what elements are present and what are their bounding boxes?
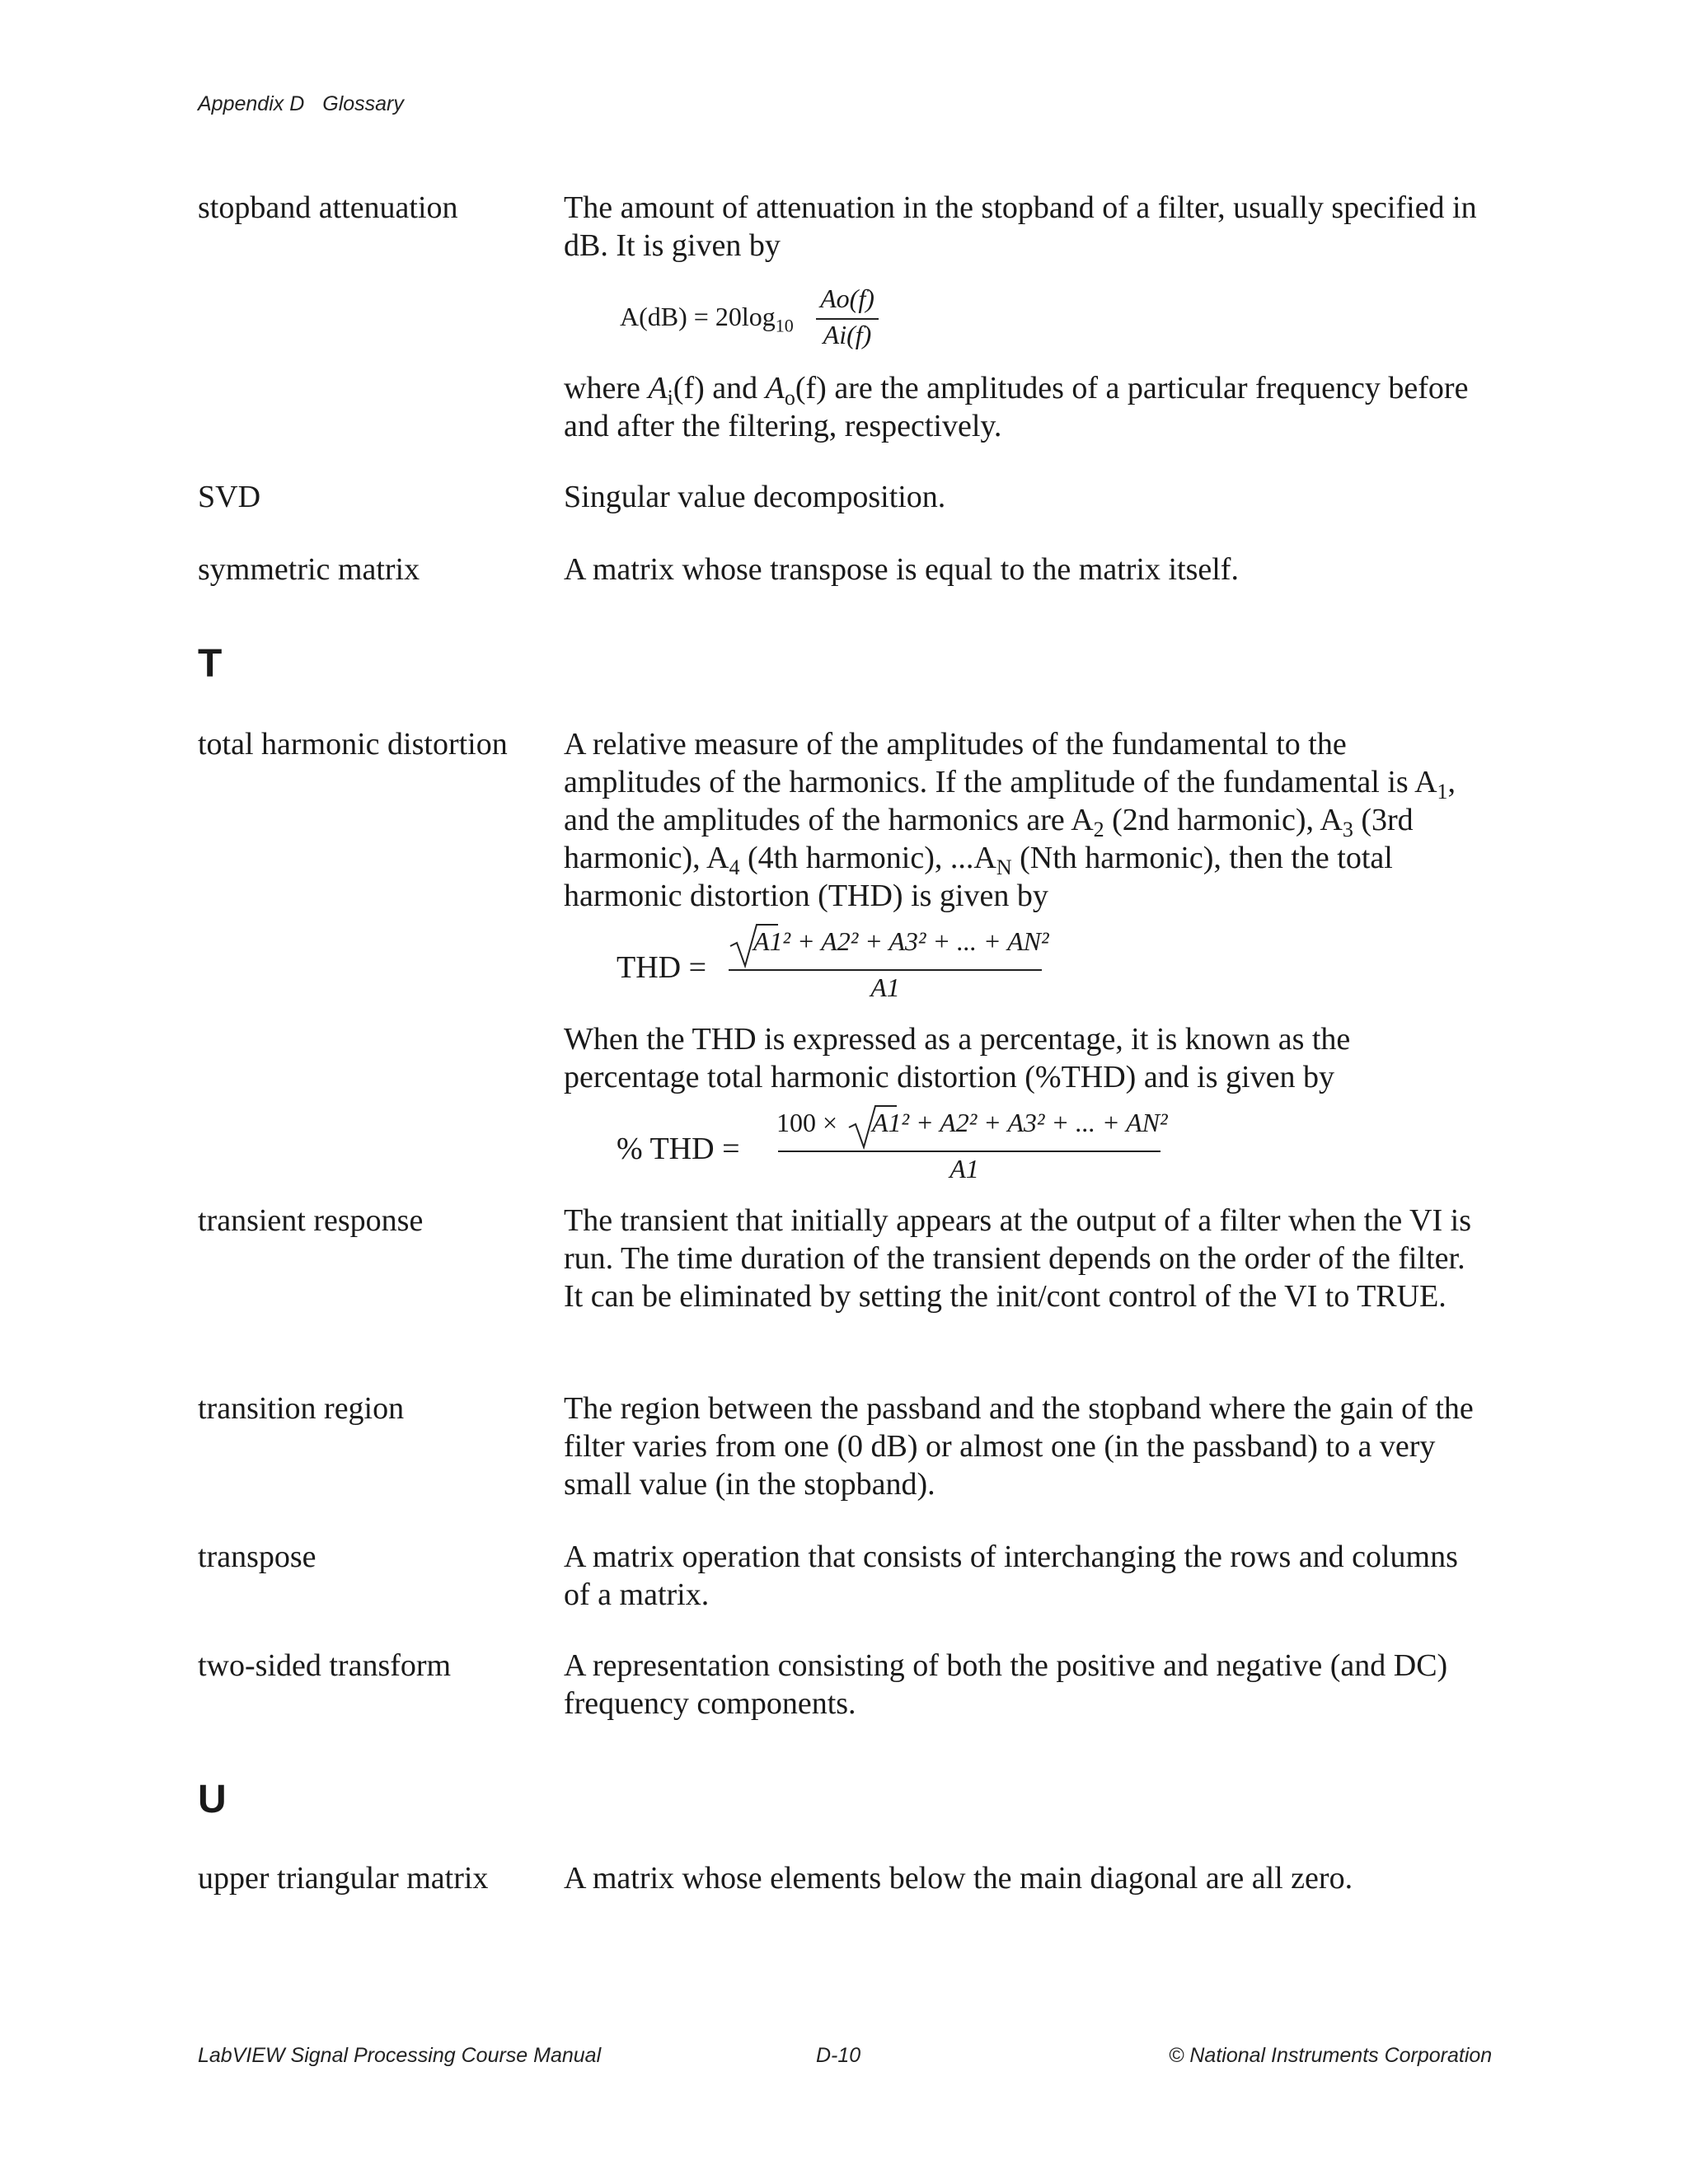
section-letter-t: T bbox=[198, 642, 223, 686]
def-stopband-attenuation bbox=[564, 189, 1487, 265]
term-two-sided-transform: two-sided transform bbox=[198, 1648, 452, 1683]
eq-stopband-lhs: A(dB) = 20log bbox=[620, 302, 776, 331]
fraction-bar bbox=[729, 969, 1042, 971]
def-thd-para-1: A relative measure of the amplitudes of the fundamental to the amplitudes of the harmonics. If the amplitude of the fundamental is $A_1$, and the amplitudes of the harmonics are $A_2$ (2nd harmonic), $A_3$ (3rd harmonic), $A_4$ (4th harmonic), $...A_N$ (Nth harmonic), then the total harmonic distortion (THD) is given by bbox=[564, 727, 1456, 913]
eq-stopband-numerator: Ao(f) bbox=[820, 284, 874, 313]
term-svd: SVD bbox=[198, 480, 261, 514]
def-transition-region: The region between the passband and the stopband where the gain of the filter varies from one (0 dB) or almost one (in the passband) to a very small value (in the stopband). bbox=[564, 1391, 1474, 1502]
term-transient-response: transient response bbox=[198, 1203, 424, 1238]
fraction-bar bbox=[778, 1151, 1160, 1152]
def-stopband-where bbox=[564, 369, 1487, 445]
def-svd: Singular value decomposition. bbox=[564, 480, 946, 514]
equation-stopband-lhs bbox=[620, 302, 794, 336]
eq-stopband-sub: 10 bbox=[775, 315, 794, 336]
footer-manual-title: LabVIEW Signal Processing Course Manual bbox=[198, 2044, 602, 2067]
def-thd-para-2: When the THD is expressed as a percentage, it is known as the percentage total harmonic distortion (%THD) and is given by bbox=[564, 1022, 1351, 1094]
eq-pthd-denominator: A1 bbox=[950, 1154, 979, 1183]
term-symmetric-matrix: symmetric matrix bbox=[198, 552, 420, 587]
where-sub-i: i bbox=[667, 386, 673, 410]
where-text-3: (f) are the amplitudes of a particular frequency before and after the filtering, respectively. bbox=[564, 371, 1469, 443]
eq-thd-numerator: A1² + A2² + A3² + ... + AN² bbox=[753, 926, 1049, 956]
header-appendix: Appendix D bbox=[198, 92, 305, 115]
term-transpose: transpose bbox=[198, 1540, 316, 1574]
where-var-a: A bbox=[648, 371, 668, 405]
def-stopband-intro: The amount of attenuation in the stopband of a filter, usually specified in dB. It is given by bbox=[564, 190, 1477, 263]
where-var-b: A bbox=[765, 371, 785, 405]
running-header bbox=[198, 92, 404, 116]
eq-thd-lhs: THD = bbox=[617, 950, 707, 985]
footer-copyright: © National Instruments Corporation bbox=[1169, 2044, 1493, 2067]
def-transpose: A matrix operation that consists of interchanging the rows and columns of a matrix. bbox=[564, 1540, 1458, 1612]
def-two-sided-transform: A representation consisting of both the positive and negative (and DC) frequency components. bbox=[564, 1648, 1448, 1721]
term-stopband-attenuation: stopband attenuation bbox=[198, 190, 458, 225]
def-upper-triangular-matrix: A matrix whose elements below the main diagonal are all zero. bbox=[564, 1861, 1353, 1896]
eq-pthd-lhs: % THD = bbox=[617, 1132, 740, 1166]
term-transition-region: transition region bbox=[198, 1391, 405, 1426]
eq-stopband-denominator: Ai(f) bbox=[823, 320, 872, 349]
section-letter-u: U bbox=[198, 1778, 227, 1821]
eq-thd-denominator: A1 bbox=[870, 972, 900, 1002]
def-transient-response: The transient that initially appears at the output of a filter when the VI is run. The time duration of the transient depends on the order of the filter. It can be eliminated by setting the init/cont control of the VI to TRUE. bbox=[564, 1203, 1471, 1314]
footer-page-number: D-10 bbox=[816, 2044, 861, 2067]
term-total-harmonic-distortion: total harmonic distortion bbox=[198, 727, 508, 762]
header-section: Glossary bbox=[322, 92, 404, 115]
where-text-2: (f) and bbox=[673, 371, 766, 405]
def-total-harmonic-distortion bbox=[564, 725, 1487, 915]
eq-pthd-prefix: 100 × bbox=[776, 1108, 838, 1137]
term-upper-triangular-matrix: upper triangular matrix bbox=[198, 1861, 489, 1896]
eq-pthd-numerator: A1² + A2² + A3² + ... + AN² bbox=[872, 1108, 1168, 1137]
where-sub-o: o bbox=[784, 386, 795, 410]
where-text-1: where bbox=[564, 371, 649, 405]
def-symmetric-matrix: A matrix whose transpose is equal to the matrix itself. bbox=[564, 552, 1239, 587]
